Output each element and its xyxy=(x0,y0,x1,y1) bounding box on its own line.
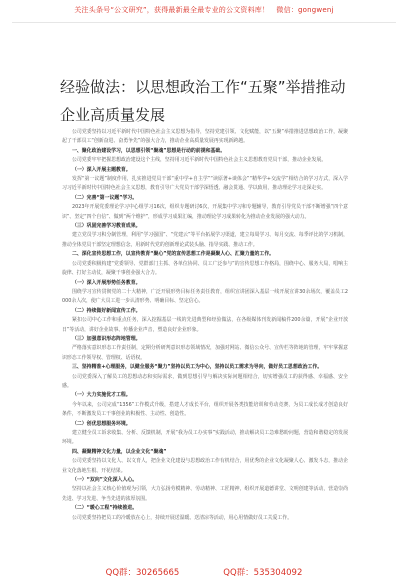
paragraph: 公司党委深入了解员工的思想动态和实际需求，做到思想引导与解决实际问题相结合，切实增强员工的获得感、幸福感、安全感。 xyxy=(62,373,348,389)
paragraph: 建立健全员工诉求收集、分析、反馈机制，开展“我为员工办实事”实践活动，推动解决员工急难愁盼问题，营造和谐稳定的发展环境。 xyxy=(62,430,348,446)
paragraph: 建立党员学习积分制管理，利用“学习强国”、“党建云”等平台拓展学习渠道，建立每周学习、每月交流、每季评比的学习机制，推动全体党员干部坚定理想信念，用新时代党的创新理论武装头脑、指导实践、推动工作。 xyxy=(62,232,348,248)
section-heading: （二）“暖心工程”持续推进。 xyxy=(72,505,138,512)
section-heading: （一）大力实施优才工程。 xyxy=(72,392,131,399)
paragraph: 公司党委牢牢把握思想政治建设这个主线，坚持用习近平新时代中国特色社会主义思想教育党员干部，推动企业发展。 xyxy=(72,157,327,164)
section-heading: （三）加强意识形态阵地管理。 xyxy=(72,335,141,342)
paragraph: 公司党委坚持以习近平新时代中国特色社会主义思想为指导，坚持党建引领、文化赋能，以“五聚”举措推进思想政治工作，凝聚起了干部员工“创新奋进、奋勇争先”的强大合力，推动企业高质量发展再实现新跨越。 xyxy=(62,129,348,145)
section-heading: （一）深入开展主题教育。 xyxy=(72,166,131,173)
section-heading: 三、坚持精准+心理服务，以健全服务“聚力”坚持以员工为中心，坚持以员工需求为导向，做好员工思想政治工作。 xyxy=(72,364,323,371)
section-heading: （三）巩固完善学习教育成果。 xyxy=(72,223,141,230)
paragraph: 严格落实意识形态工作责任制，定期分析研判意识形态领域情况，加强对网站、微信公众号、宣传栏等阵地的管理，牢牢掌握意识形态工作领导权、管理权、话语权。 xyxy=(62,345,348,361)
section-heading: （二）完善“第一议题”学习。 xyxy=(72,194,138,201)
paragraph: 公司党委积极构建“党委领导、党群部门主抓、各单位协同、员工广泛参与”的宣传思想工作格局，围绕中心、服务大局，唱响主旋律、打好主动仗，凝聚干事创业强大合力。 xyxy=(62,260,348,277)
section-heading: （一）深入开展形势任务教育。 xyxy=(72,279,141,286)
banner-text[interactable]: 关注头条号“公文研究”，获得最新最全最专业的公文资料库！ 微信：gongwenj xyxy=(74,6,334,14)
section-heading: （二）持续做好新闻宣传工作。 xyxy=(72,307,141,314)
paragraph: 公司党委坚持把员工的冷暖放在心上，持续开展送温暖、送清凉等活动，用心用情做好员工关爱工作。 xyxy=(72,514,293,521)
paragraph: 坚持以社会主义核心价值观为引领，大力弘扬劳模精神、劳动精神、工匠精神，组织开展道德讲堂、文明创建等活动，营造崇尚先进、学习先进、争当先进的浓厚氛围。 xyxy=(62,486,348,502)
qq-group-2[interactable]: QQ群：535304092 xyxy=(223,567,303,578)
top-banner xyxy=(0,0,408,20)
section-heading: 一、聚化政治建设学习，以思想引领“聚魂”思想是行动的前提和基础。 xyxy=(72,147,226,154)
paragraph: 围绕学习宣传贯彻党的二十大精神，广泛开展形势目标任务责任教育，组织宣讲团深入基层一线开展宣讲30余场次，覆盖员工2000余人次，使广大员工进一步认清形势、明确目标、坚定信心。 xyxy=(62,288,348,305)
paragraph: 发挥“第一议题”制度作用，扎实推进党员干部“重中学+自主学”“读原著+谈体会”“精华学+交流学”相结合的学习方式，深入学习习近平新时代中国特色社会主义思想，教育引导广大党员干部学深悟透、融会贯通、学以致用，推动理论学习走深走实。 xyxy=(62,176,348,192)
bottom-banner xyxy=(0,563,408,580)
section-heading: （一）“双向”文化深入人心。 xyxy=(72,477,138,484)
paragraph: 今年以来，公司完成“1356”工作模式升级，搭建人才成长平台，组织开展各类技能培训和劳动竞赛，为员工成长成才创造良好条件，不断激发员工干事创业的积极性、主动性、创造性。 xyxy=(62,401,348,418)
header-divider xyxy=(12,22,396,23)
section-heading: 二、深化宣传思想工作，以宣传教育“聚心”党的宣传思想工作是凝聚人心、汇聚力量的工作。 xyxy=(72,251,275,258)
paragraph: 紧扣公司中心工作和重点任务，深入挖掘基层一线的先进典型和经验做法，在各级媒体刊发新闻稿件200余篇，开展“企业开放日”等活动，讲好企业故事、传播企业声音，塑造良好企业形象。 xyxy=(62,317,348,333)
document-title: 经验做法：以思想政治工作“五聚”举措推动企业高质量发展 xyxy=(60,78,346,125)
document-body xyxy=(62,128,348,523)
qq-group-1[interactable]: QQ群：30265665 xyxy=(105,567,180,578)
section-heading: （二）创优思想服务环境。 xyxy=(72,420,131,427)
paragraph: 公司党委坚持以文化人、以文育人，把企业文化建设与思想政治工作有机结合，用优秀的企业文化凝聚人心、激发斗志，推动企业文化落地生根、开花结果。 xyxy=(62,458,348,474)
paragraph: 2023年开展党委理论学习中心组学习16次，组织专题研讨6次，开展集中学习和专题辅导，教育引导党员干部不断增强“四个意识”、坚定“四个自信”、做到“两个维护”，形成学习成果汇编，推动理论学习成果转化为推动企业发展的强大动力。 xyxy=(62,204,348,220)
section-heading: 四、凝聚精神文化力量，以企业文化“聚魂” xyxy=(72,448,167,455)
